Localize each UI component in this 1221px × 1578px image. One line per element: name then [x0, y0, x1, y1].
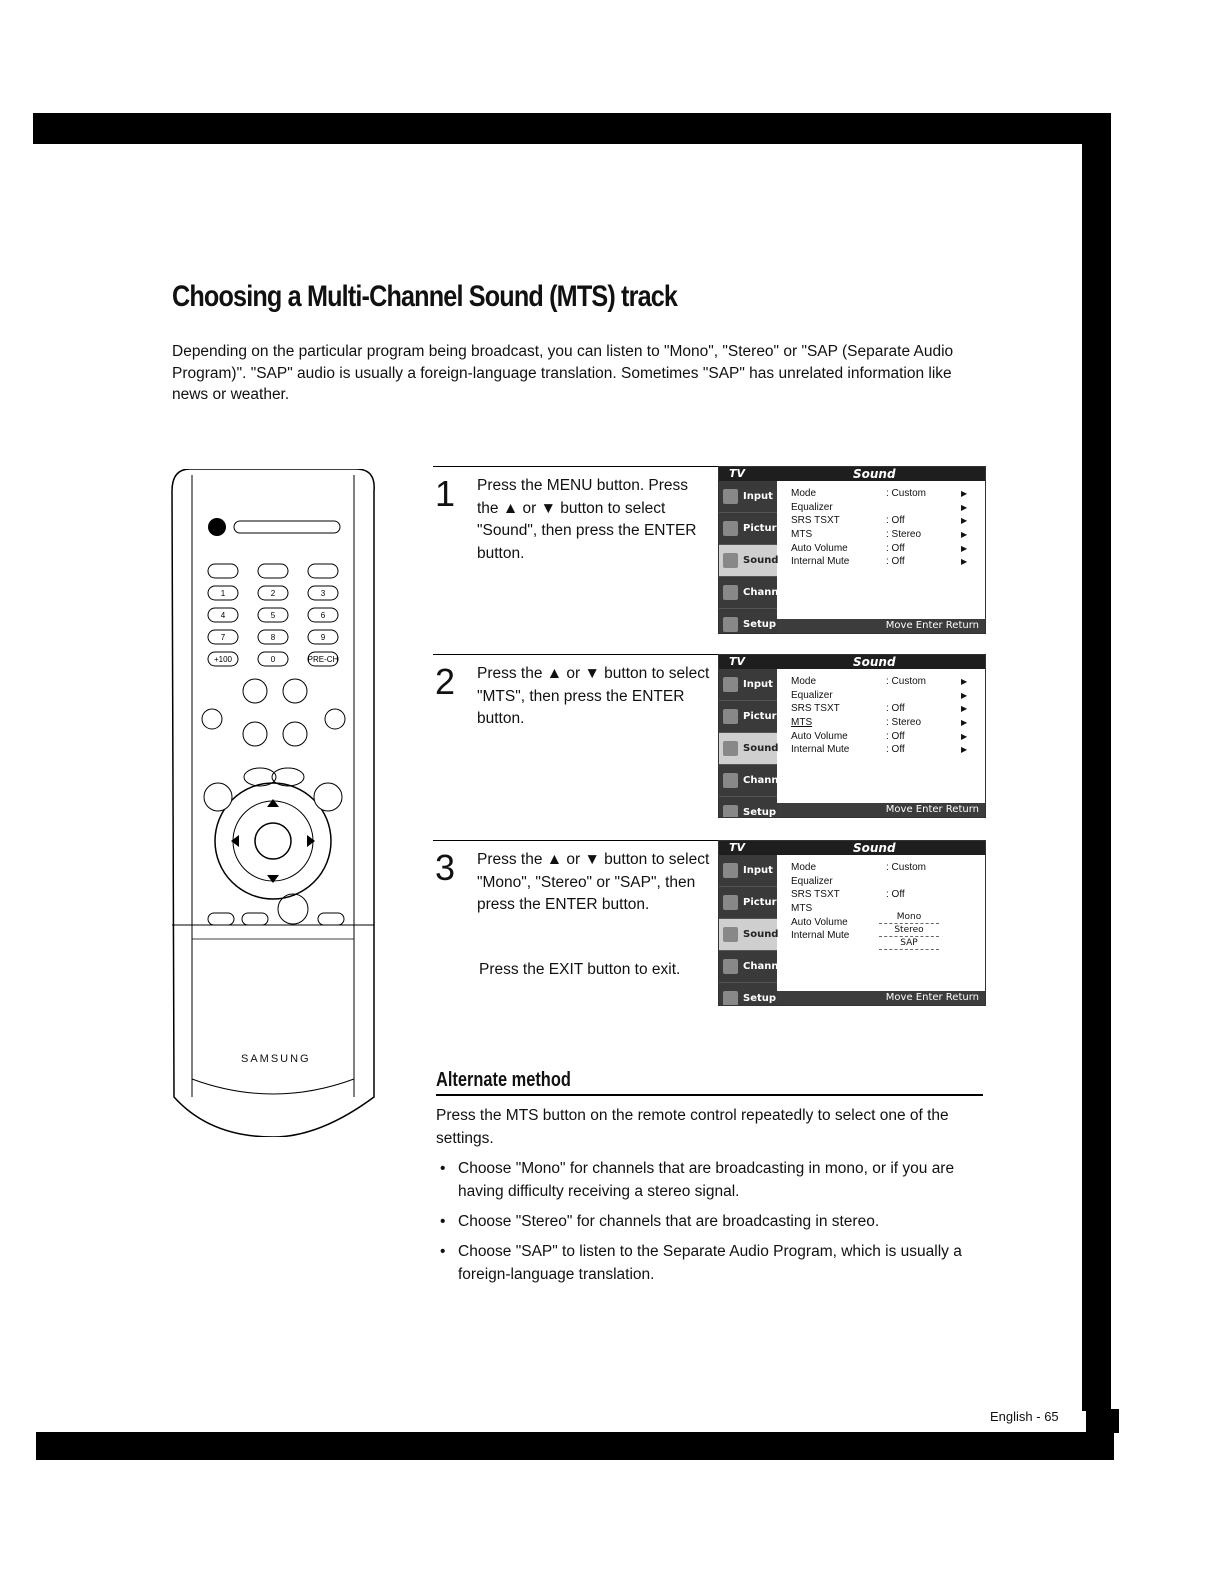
osd-header: TV Sound — [719, 467, 985, 481]
right-black-bar — [1082, 113, 1111, 1411]
remote-control-illustration — [170, 469, 376, 1137]
osd-menu-list — [791, 487, 981, 569]
osd-tab-sound: Sound — [719, 733, 777, 765]
osd-row-srs: SRS TSXT : Off ▶ — [791, 515, 968, 527]
svg-text:2: 2 — [270, 589, 276, 598]
svg-text:6: 6 — [320, 611, 326, 620]
alternate-method-list — [436, 1157, 986, 1293]
osd-tab-setup: Setup — [719, 797, 777, 818]
osd-row-mode: Mode : Custom ▶ — [791, 488, 968, 499]
svg-text:5: 5 — [270, 611, 276, 620]
remote-control-drawing — [170, 469, 376, 1137]
osd-screen-3 — [718, 840, 986, 1006]
osd-tab-sound: Sound — [719, 919, 777, 951]
osd-header: TV Sound — [719, 655, 985, 669]
list-item: • Choose "SAP" to listen to the Separate Audio Program, which is usually a foreign-language translation. — [436, 1240, 986, 1286]
alternate-method-heading: Alternate method — [436, 1069, 571, 1091]
svg-text:1: 1 — [220, 589, 226, 598]
osd-row-mode: Mode : Custom ▶ — [791, 676, 968, 687]
osd-footer: Move Enter Return — [777, 619, 985, 633]
alternate-method-rule — [436, 1094, 983, 1096]
osd-tab-channel: Channel — [719, 951, 777, 983]
osd-footer: Move Enter Return — [777, 803, 985, 817]
step-3 — [433, 840, 983, 1010]
osd-header: TV Sound — [719, 841, 985, 855]
osd-tab-sound: Sound — [719, 545, 777, 577]
intro-paragraph: Depending on the particular program being broadcast, you can listen to "Mono", "Stereo" or "SAP (Separate Audio Program)". "SAP" audio is usually a foreign-language translation. Sometimes "SAP" has unrelated information like news or weather. — [172, 343, 954, 403]
svg-text:4: 4 — [220, 611, 226, 620]
step-text: Press the ▲ or ▼ button to select "MTS", then press the ENTER button. — [477, 665, 710, 727]
osd-row-equalizer: Equalizer ▶ — [791, 689, 968, 701]
osd-tab-input: Input — [719, 481, 777, 513]
osd-screen-2 — [718, 654, 986, 818]
osd-tab-channel: Channel — [719, 577, 777, 609]
osd-row-internal-mute: Internal Mute : Off ▶ — [791, 556, 968, 568]
step-1 — [433, 466, 983, 636]
osd-row-auto-volume: Auto Volume : Off ▶ — [791, 542, 968, 554]
list-item: • Choose "Mono" for channels that are broadcasting in mono, or if you are having difficulty receiving a stereo signal. — [436, 1157, 986, 1203]
osd-tab-setup: Setup — [719, 983, 777, 1006]
section-title: Choosing a Multi-Channel Sound (MTS) track — [172, 280, 678, 313]
page-number: English - 65 — [990, 1409, 1059, 1424]
osd-tab-channel: Channel — [719, 765, 777, 797]
step-number: 2 — [435, 661, 456, 702]
osd-menu-list — [791, 675, 981, 757]
osd-row-auto-volume: Auto Volume — [791, 916, 848, 928]
alternate-method-body: Press the MTS button on the remote control repeatedly to select one of the settings. — [436, 1107, 949, 1147]
svg-text:3: 3 — [320, 589, 326, 598]
page-tab-marker — [1086, 1409, 1119, 1433]
osd-footer: Move Enter Return — [777, 991, 985, 1005]
osd-row-equalizer: Equalizer ▶ — [791, 501, 968, 513]
step-extra-text: Press the EXIT button to exit. — [479, 961, 681, 978]
remote-brand-label: SAMSUNG — [241, 1053, 311, 1065]
osd-tab-input: Input — [719, 855, 777, 887]
osd-option-stereo: Stereo — [879, 924, 939, 937]
osd-row-internal-mute: Internal Mute : Off ▶ — [791, 744, 968, 756]
osd-mts-options-popup — [879, 911, 939, 950]
osd-sidebar — [719, 481, 789, 630]
osd-option-sap: SAP — [879, 937, 939, 950]
osd-row-mts: MTS : Stereo ▶ — [791, 717, 968, 729]
osd-row-equalizer: Equalizer — [791, 875, 833, 887]
step-divider — [433, 654, 718, 655]
svg-text:9: 9 — [320, 633, 326, 642]
step-divider — [433, 840, 718, 841]
osd-tab-input: Input — [719, 669, 777, 701]
osd-tab-picture: Picture — [719, 887, 777, 919]
step-divider — [433, 466, 718, 467]
osd-row-auto-volume: Auto Volume : Off ▶ — [791, 730, 968, 742]
osd-row-mts: MTS : Stereo ▶ — [791, 529, 968, 541]
svg-text:PRE-CH: PRE-CH — [307, 655, 339, 664]
osd-sidebar — [719, 855, 789, 1004]
step-number: 3 — [435, 847, 456, 888]
osd-row-mode: Mode : Custom — [791, 862, 927, 873]
osd-row-internal-mute: Internal Mute — [791, 930, 850, 942]
osd-sidebar — [719, 669, 789, 818]
svg-text:+100: +100 — [213, 655, 233, 664]
svg-text:8: 8 — [270, 633, 276, 642]
bottom-black-bar — [36, 1432, 1114, 1460]
svg-text:0: 0 — [270, 655, 276, 664]
osd-option-mono: Mono — [879, 911, 939, 924]
step-number: 1 — [435, 473, 456, 514]
osd-tab-setup: Setup — [719, 609, 777, 634]
step-text: Press the ▲ or ▼ button to select "Mono", "Stereo" or "SAP", then press the ENTER button. — [477, 851, 710, 913]
osd-tab-picture: Picture — [719, 701, 777, 733]
top-black-bar — [33, 113, 1111, 144]
osd-screen-1 — [718, 466, 986, 634]
step-2 — [433, 654, 983, 824]
svg-text:7: 7 — [220, 633, 226, 642]
osd-row-mts: MTS — [791, 903, 813, 915]
osd-row-srs: SRS TSXT : Off ▶ — [791, 703, 968, 715]
step-text: Press the MENU button. Press the ▲ or ▼ button to select "Sound", then press the ENTER button. — [477, 477, 697, 562]
osd-tab-picture: Picture — [719, 513, 777, 545]
list-item: • Choose "Stereo" for channels that are broadcasting in stereo. — [436, 1210, 986, 1233]
osd-row-srs: SRS TSXT : Off — [791, 889, 905, 901]
